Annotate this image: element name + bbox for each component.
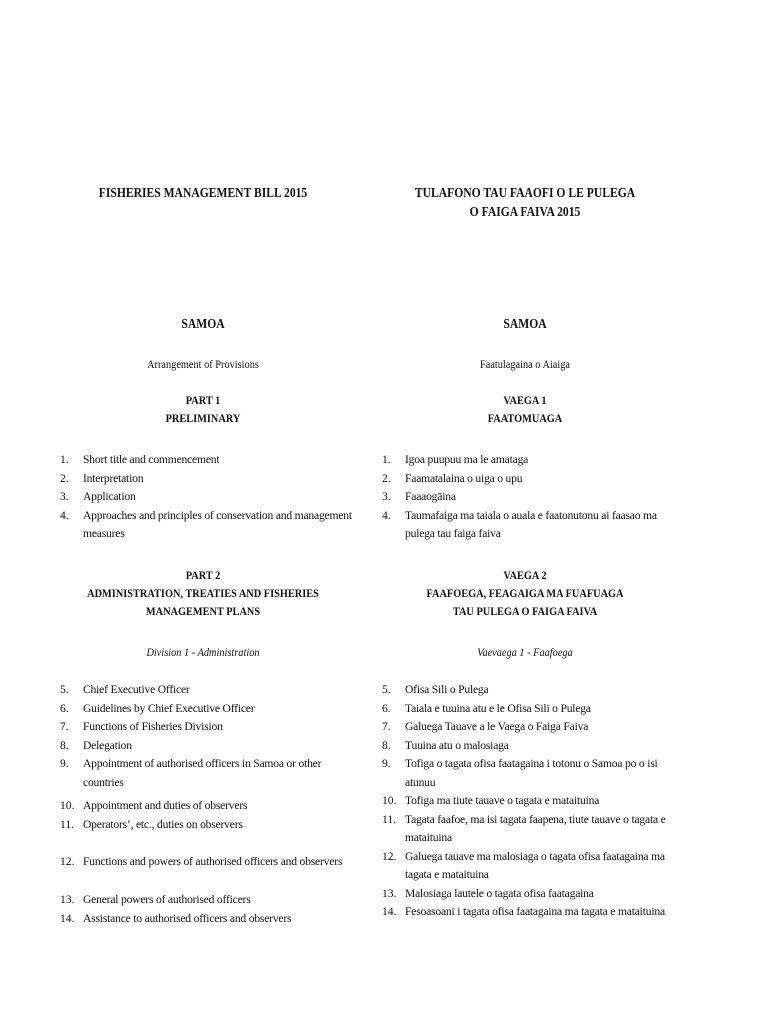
list-item: 11. Operators’, etc., duties on observers [60,817,243,831]
list-item: 5. Ofisa Sili o Pulega [382,683,489,696]
part-label: VAEGA 1 [503,393,547,407]
part-name-line2: TAU PULEGA O FAIGA FAIVA [452,604,598,618]
list-item: 10. Tofiga ma tiute tauave o tagata e mataituina [382,794,600,807]
list-item: 2. Interpretation [60,471,144,485]
part-label: PART 2 [185,568,221,582]
list-item: 1. Igoa puupuu ma le amataga [382,453,529,466]
list-item: 7. Galuega Tauave a le Vaega o Faiga Faiva [382,720,589,733]
list-item: 11. Tagata faafoe, ma isi tagata faapena, tiute tauave o tagata e mataituina [382,812,666,844]
english-division1-list-b [60,797,360,834]
samoan-part2-heading [400,566,649,620]
english-country-heading: SAMOA [181,316,225,331]
samoan-division1-heading: Vaevaega 1 - Faafoega [477,645,573,659]
list-item: 13. General powers of authorised officers [60,893,251,906]
english-part2-heading [78,566,327,620]
list-item: 3. Faaaogāina [382,490,456,503]
samoan-division1-list [382,681,682,922]
list-item: 4. Taumafaiga ma taiala o auala e faatonutonu ai faasao ma pulega tau faiga faiva [382,508,657,540]
list-item: 12. Functions and powers of authorised officers and observers [60,855,343,868]
samoan-country-heading: SAMOA [503,316,547,331]
list-item: 6. Taiala e tuuina atu e le Ofisa Sili o Pulega [382,701,591,715]
list-item: 12. Galuega tauave ma malosiaga o tagata ofisa faatagaina ma tagata e mataituina [382,849,665,881]
samoan-arrangement-heading: Faatulagaina o Aiaiga [479,357,570,371]
samoan-title-line2: O FAIGA FAIVA 2015 [469,204,581,219]
samoan-title-line1: TULAFONO TAU FAAOFI O LE PULEGA [414,185,636,200]
english-division1-list-a [60,681,360,792]
part-name: FAATOMUAGA [487,411,563,425]
english-division1-list-d [60,891,360,928]
english-division1-heading: Division 1 - Administration [146,645,260,659]
part-name-line2: MANAGEMENT PLANS [145,604,261,618]
list-item: 13. Malosiaga lautele o tagata ofisa faatagaina [382,886,594,900]
english-title: FISHERIES MANAGEMENT BILL 2015 [98,185,308,200]
part-name-line1: FAAFOEGA, FEAGAIGA MA FUAFUAGA [426,586,624,600]
english-part1-list [60,451,360,544]
list-item: 10. Appointment and duties of observers [60,799,248,812]
english-part1-heading [78,391,327,427]
list-item: 7. Functions of Fisheries Division [60,720,223,733]
part-name: PRELIMINARY [165,411,241,425]
english-division1-list-c [60,853,360,872]
list-item: 6. Guidelines by Chief Executive Officer [60,701,255,715]
list-item: 9. Tofiga o tagata ofisa faatagaina i totonu o Samoa po o isi atunuu [382,757,658,789]
samoan-part1-heading [400,391,649,427]
list-item: 8. Tuuina atu o malosiaga [382,738,509,752]
part-label: VAEGA 2 [503,568,547,582]
list-item: 8. Delegation [60,738,132,752]
list-item: 9. Appointment of authorised officers in Samoa or other countries [60,757,322,789]
list-item: 14. Fesoasoani i tagata ofisa faatagaina ma tagata e mataituina [382,905,665,918]
samoan-part1-list [382,451,682,544]
list-item: 3. Application [60,490,136,503]
list-item: 14. Assistance to authorised officers and observers [60,911,292,925]
list-item: 5. Chief Executive Officer [60,683,190,696]
list-item: 1. Short title and commencement [60,453,220,466]
part-label: PART 1 [185,393,221,407]
part-name-line1: ADMINISTRATION, TREATIES AND FISHERIES [87,586,319,600]
list-item: 2. Faamatalaina o uiga o upu [382,471,523,485]
english-arrangement-heading: Arrangement of Provisions [147,357,259,371]
samoan-title [400,183,649,221]
list-item: 4. Approaches and principles of conservation and management measures [60,508,352,540]
